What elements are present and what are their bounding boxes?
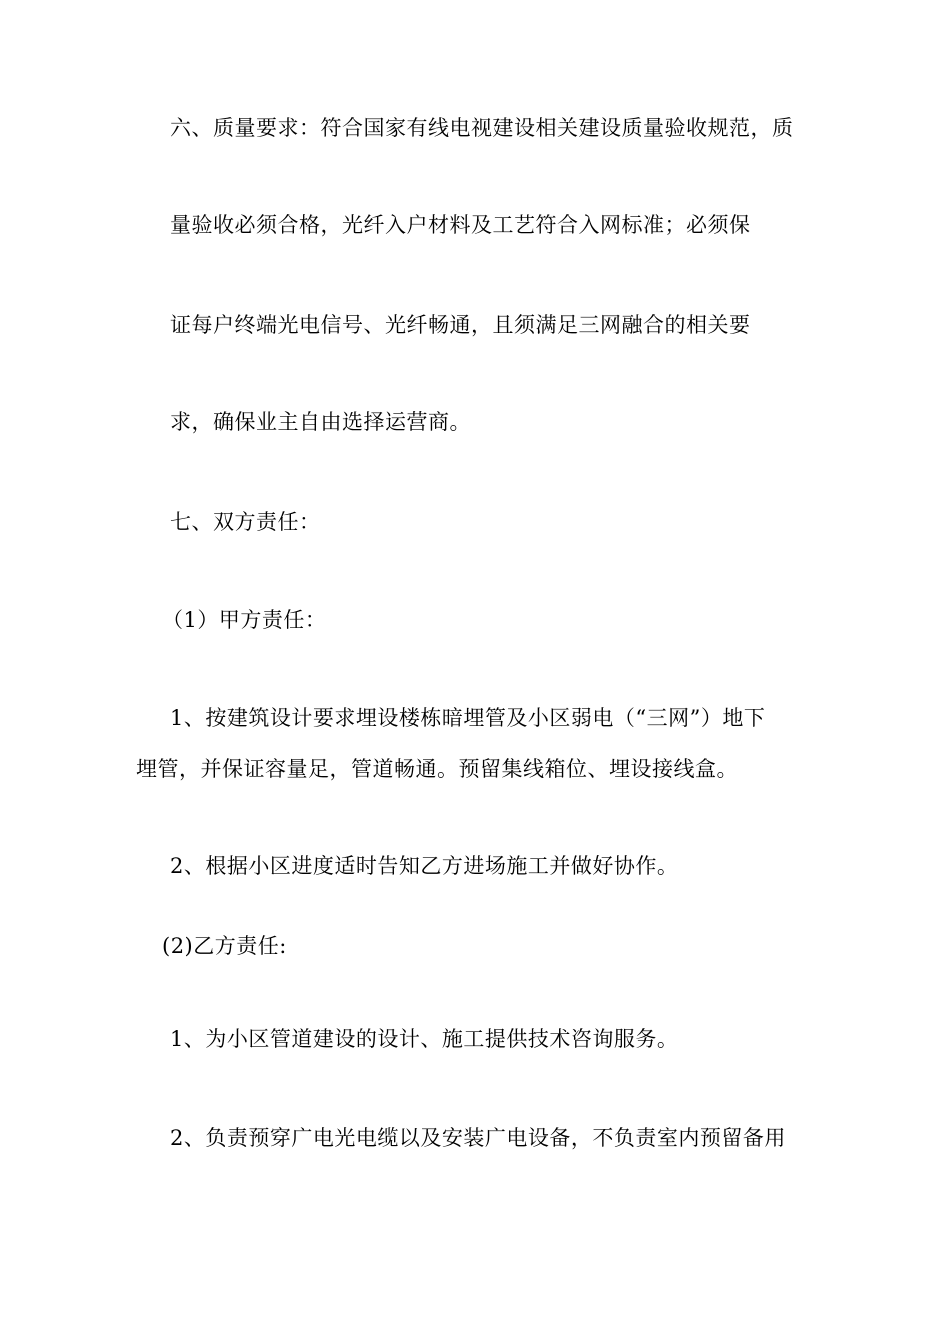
text-line: 2、负责预穿广电光电缆以及安装广电设备，不负责室内预留备用 (170, 1126, 786, 1150)
text-line: 求，确保业主自由选择运营商。 (170, 410, 471, 434)
text-line: 证每户终端光电信号、光纤畅通，且须满足三网融合的相关要 (170, 313, 751, 337)
text-line: 1、按建筑设计要求埋设楼栋暗埋管及小区弱电（“三网”）地下 (170, 706, 766, 730)
text-line: 六、质量要求：符合国家有线电视建设相关建设质量验收规范，质 (170, 116, 794, 140)
section-heading: 七、双方责任： (170, 510, 321, 534)
text-line: 量验收必须合格，光纤入户材料及工艺符合入网标准；必须保 (170, 213, 751, 237)
text-line: 2、根据小区进度适时告知乙方进场施工并做好协作。 (170, 854, 679, 878)
text-line: 1、为小区管道建设的设计、施工提供技术咨询服务。 (170, 1027, 679, 1051)
subsection-heading: (2)乙方责任: (162, 934, 287, 958)
text-line: 埋管，并保证容量足，管道畅通。预留集线箱位、埋设接线盒。 (136, 757, 738, 781)
subsection-heading: （1）甲方责任： (162, 608, 327, 632)
